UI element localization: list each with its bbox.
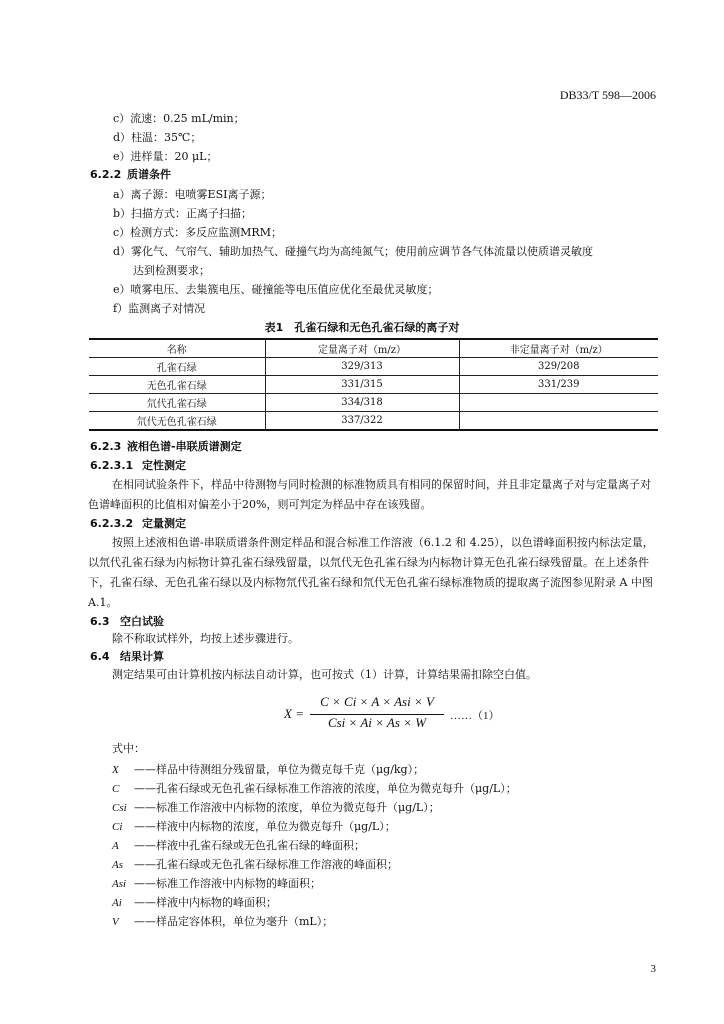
table-cell: 334/318 — [265, 394, 459, 412]
where-label: 式中： — [112, 742, 145, 755]
formula-fraction — [308, 694, 446, 735]
ms-item-ion-pairs: f）监测离子对情况 — [113, 302, 206, 315]
definition-item: V ——样品定容体积，单位为毫升（mL）； — [112, 915, 334, 928]
formula-denominator: Csi × Ai × As × W — [327, 715, 427, 730]
section-heading-6-2-3-2: 6.2.3.2 定量测定 — [90, 517, 186, 530]
lc-item-column-temp: d）柱温：35℃； — [113, 131, 202, 144]
section-heading-6-2-3: 6.2.3 液相色谱-串联质谱测定 — [90, 440, 242, 453]
table-cell: 329/208 — [459, 358, 658, 376]
table-header-cell: 定量离子对（m/z） — [265, 339, 459, 358]
table-header-row — [89, 339, 658, 358]
table-cell — [459, 394, 658, 412]
definition-item: Asi ——标准工作溶液中内标物的峰面积； — [112, 877, 321, 890]
page-number: 3 — [650, 963, 656, 975]
table-cell: 331/239 — [459, 376, 658, 394]
table-cell: 孔雀石绿 — [89, 358, 265, 376]
table-cell: 氘代孔雀石绿 — [89, 394, 265, 412]
section-heading-6-2-2: 6.2.2 质谱条件 — [90, 168, 171, 181]
table-header-cell: 非定量离子对（m/z） — [459, 339, 658, 358]
paragraph-blank-test: 除不称取试样外，均按上述步骤进行。 — [112, 632, 299, 645]
ms-item-voltage: e）喷雾电压、去集簇电压、碰撞能等电压值应优化至最优灵敏度； — [113, 283, 439, 296]
ion-pair-table — [89, 338, 658, 431]
section-heading-6-2-3-1: 6.2.3.1 定性测定 — [90, 459, 186, 472]
table-cell: 无色孔雀石绿 — [89, 376, 265, 394]
definition-item: Ai ——样液中内标物的峰面积； — [112, 896, 277, 909]
ms-item-gases-cont: 达到检测要求； — [133, 264, 210, 277]
equation-number: ……（1） — [450, 710, 500, 722]
lc-item-flow: c）流速：0.25 mL/min； — [113, 112, 245, 125]
table-cell: 329/313 — [265, 358, 459, 376]
definition-item: X ——样品中待测组分残留量，单位为微克每千克（μg/kg）； — [112, 763, 425, 776]
formula-lhs: X = — [284, 706, 304, 721]
definition-item: Ci ——样液中内标物的浓度，单位为微克每升（μg/L）； — [112, 820, 396, 833]
ms-item-scan-mode: b）扫描方式：正离子扫描； — [113, 207, 253, 220]
table-cell: 氘代无色孔雀石绿 — [89, 412, 265, 431]
definition-item: Csi ——标准工作溶液中内标物的浓度，单位为微克每升（μg/L）； — [112, 801, 440, 814]
paragraph-qualitative: 在相同试验条件下，样品中待测物与同时检测的标准物质具有相同的保留时间，并且非定量离子对与定量离子对色谱峰面积的比值相对偏差小于20%，则可判定为样品中存在该残留。 — [88, 478, 651, 511]
table-row — [89, 358, 658, 376]
definition-item: As ——孔雀石绿或无色孔雀石绿标准工作溶液的峰面积； — [112, 858, 398, 871]
table-cell: 331/315 — [265, 376, 459, 394]
ms-item-detection: c）检测方式：多反应监测MRM； — [113, 226, 282, 239]
paragraph-calculation: 测定结果可由计算机按内标法自动计算，也可按式（1）计算，计算结果需扣除空白值。 — [112, 668, 537, 681]
ms-item-ion-source: a）离子源：电喷雾ESI离子源； — [113, 188, 272, 201]
table-row — [89, 376, 658, 394]
definition-item: C ——孔雀石绿或无色孔雀石绿标准工作溶液的浓度，单位为微克每升（μg/L）； — [112, 782, 517, 795]
section-heading-6-3: 6.3 空白试验 — [90, 615, 164, 628]
definition-item: A ——样液中孔雀石绿或无色孔雀石绿的峰面积； — [112, 839, 365, 852]
paragraph-quantitative: 按照上述液相色谱-串联质谱条件测定样品和混合标准工作溶液（6.1.2 和 4.25），以色谱峰面积按内标法定量，以氘代孔雀石绿为内标物计算孔雀石绿残留量，以氘代无色孔雀石绿为内标物计算无色孔雀石绿残留量。在上述条件下，孔雀石绿、无色孔雀石绿以及内标物氘代孔雀石绿和氘代无色孔雀石绿标准物质的提取离子流图参见附录 A 中图 A.1。 — [88, 536, 654, 609]
section-heading-6-4: 6.4 结果计算 — [90, 650, 164, 663]
table-cell: 337/322 — [265, 412, 459, 431]
table-header-cell: 名称 — [89, 339, 265, 358]
ms-item-gases: d）雾化气、气帘气、辅助加热气、碰撞气均为高纯氮气；使用前应调节各气体流量以使质谱灵敏度 — [113, 245, 594, 258]
table-cell — [459, 412, 658, 431]
table-title: 表1 孔雀石绿和无色孔雀石绿的离子对 — [264, 321, 460, 334]
table-row — [89, 412, 658, 431]
formula-1 — [284, 694, 544, 738]
standard-code: DB33/T 598—2006 — [559, 88, 656, 102]
table-row — [89, 394, 658, 412]
lc-item-injection: e）进样量：20 μL； — [113, 150, 218, 163]
formula-numerator: C × Ci × A × Asi × V — [320, 694, 434, 709]
